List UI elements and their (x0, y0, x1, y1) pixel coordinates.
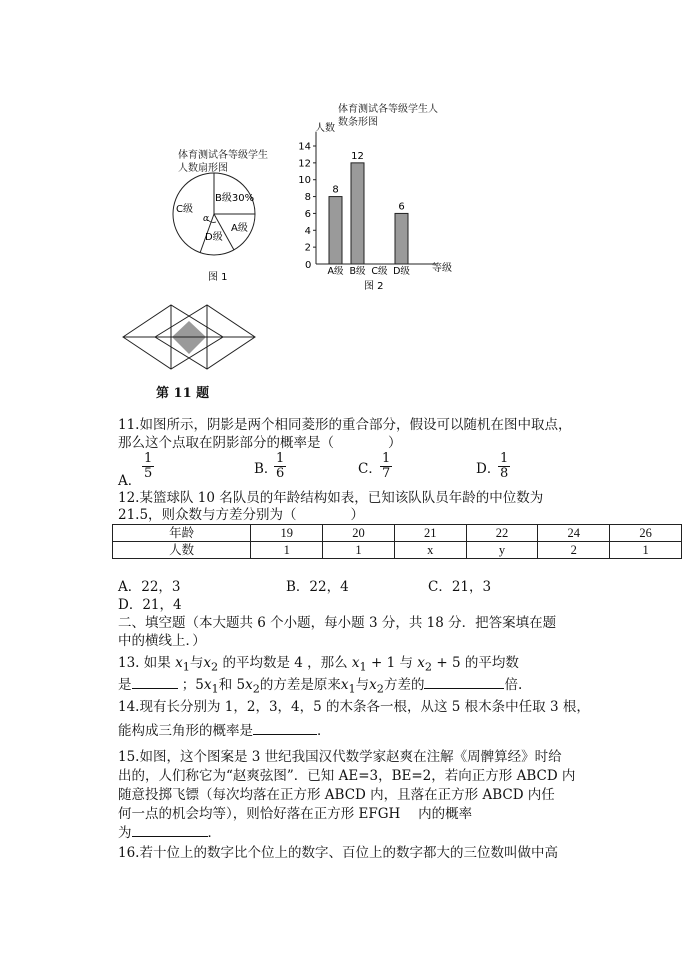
pie-label-b: B级30% (215, 193, 255, 204)
q13-var-x: x (417, 655, 425, 671)
table-cell: x (394, 542, 466, 559)
y-tick-label: 12 (298, 158, 311, 170)
section2-line1: 二、填空题（本大题共 6 个小题，每小题 3 分，共 18 分．把答案填在题 (118, 615, 557, 631)
q13-sub: 1 (211, 682, 219, 696)
table-row-counts (113, 542, 682, 559)
q13-var-x: x (175, 655, 183, 671)
q15-text: 为 (118, 825, 132, 841)
q13-line1 (118, 654, 519, 677)
q11-option-d-fraction (498, 452, 510, 481)
q14-line1: 14.现有长分别为 1，2，3，4，5 的木条各一根，从这 5 根木条中任取 3 根， (118, 699, 590, 715)
q13-sub: 2 (424, 660, 433, 674)
q12-option-a: A．22，3 (118, 579, 181, 595)
q13-var-x: x (340, 677, 349, 693)
q11-option-c-fraction (380, 452, 392, 481)
bar (351, 163, 364, 264)
q13-text: 与 (355, 677, 370, 693)
q13-sub: 2 (210, 660, 219, 674)
q11-line1: 11.如图所示，阴影是两个相同菱形的重合部分，假设可以随机在图中取点， (118, 417, 572, 433)
bar-chart-figure (296, 118, 466, 298)
y-tick-label: 6 (304, 208, 311, 220)
table-cell: 22 (466, 525, 538, 542)
pie-label-c: C级 (176, 204, 193, 215)
bar (329, 197, 342, 264)
q13-var-x: x (203, 655, 211, 671)
figure3-caption: 第 11 题 (156, 386, 210, 401)
q11-c-denominator: 7 (382, 466, 391, 481)
table-row-header (113, 525, 682, 542)
figure2-title-line2: 数条形图 (338, 117, 378, 128)
age-table (112, 524, 682, 559)
table-cell: 年龄 (113, 525, 251, 542)
q14-line2 (118, 722, 331, 740)
y-tick-label: 10 (298, 175, 311, 187)
q15-line1: 15.如图，这个图案是 3 世纪我国汉代数学家赵爽在注解《周髀算经》时给 (118, 749, 562, 765)
q14-end: ． (317, 723, 331, 739)
q12-line2: 21.5，则众数与方差分别为（ ） (118, 507, 365, 523)
bar (395, 213, 408, 264)
q13-sub: 2 (252, 682, 260, 696)
bar-x-axis-label: 等级 (432, 263, 452, 274)
q13-text: 是 (118, 677, 132, 693)
figure1-title-line2: 人数扇形图 (178, 163, 228, 174)
table-cell: 1 (610, 542, 682, 559)
bar-value-label: 12 (351, 150, 364, 162)
q13-sub: 2 (376, 682, 384, 696)
q13-text: 方差的 (383, 677, 425, 693)
table-cell: 20 (323, 525, 395, 542)
q11-option-a-label: A． (118, 473, 142, 489)
q11-a-numerator: 1 (144, 451, 153, 466)
pie-label-alpha: α (203, 214, 210, 224)
x-category-label: B级 (349, 266, 366, 277)
q13-var-x: x (369, 677, 377, 693)
q11-d-denominator: 8 (500, 466, 509, 481)
x-category-label: A级 (327, 266, 344, 277)
q15-line5 (118, 824, 221, 842)
q11-b-denominator: 6 (276, 466, 285, 481)
table-cell: 2 (538, 542, 610, 559)
q13-text: 13. 如果 (118, 655, 171, 671)
table-cell: 1 (323, 542, 395, 559)
q14-answer-blank[interactable] (253, 722, 317, 735)
q13-var-x: x (351, 655, 360, 671)
q11-option-b-fraction (274, 452, 286, 481)
q11-b-numerator: 1 (276, 451, 285, 466)
q13-text: 和 5 (218, 677, 246, 693)
figure1-caption: 图 1 (208, 272, 228, 283)
q15-line3: 随意投掷飞镖（每次均落在正方形 ABCD 内，且落在正方形 ABCD 内任 (118, 787, 555, 803)
q13-text: + 1 与 (371, 655, 413, 671)
q11-options (118, 451, 578, 489)
table-cell: 人数 (113, 542, 251, 559)
q13-sub: 1 (182, 660, 190, 674)
q15-line4: 何一点的机会均等），则恰好落在正方形 EFGH 内的概率 (118, 806, 473, 822)
q13-answer-blank-2[interactable] (424, 676, 504, 689)
q13-text: 的平均数是 4 ，那么 (222, 655, 348, 671)
q15-end: ． (207, 825, 221, 841)
q13-text: 与 (189, 655, 204, 671)
pie-label-d: D级 (205, 232, 223, 243)
q14-text: 能构成三角形的概率是 (118, 723, 253, 739)
table-cell: 19 (251, 525, 323, 542)
q13-text: ；5 (181, 677, 204, 693)
q13-line2 (118, 676, 522, 699)
table-cell: 21 (394, 525, 466, 542)
q15-line2: 出的，人们称它为“赵爽弦图”．已知 AE=3，BE=2，若向正方形 ABCD 内 (118, 768, 576, 784)
x-category-label: D级 (393, 266, 410, 277)
y-tick-label: 8 (304, 192, 311, 204)
q13-text: + 5 的平均数 (436, 655, 519, 671)
q11-c-numerator: 1 (382, 451, 391, 466)
y-tick-label: 2 (304, 242, 311, 254)
q13-sub: 1 (348, 682, 356, 696)
y-tick-label: 14 (298, 141, 311, 153)
q11-a-denominator: 5 (144, 466, 153, 481)
q16-line1: 16.若十位上的数字比个位上的数字、百位上的数字都大的三位数叫做中高 (118, 845, 558, 861)
q11-option-d-label: D． (476, 461, 501, 477)
q11-option-a-fraction (142, 452, 154, 481)
bar-origin-label: 0 (305, 260, 312, 271)
q13-sub: 1 (359, 660, 367, 674)
q13-text: 的方差是原来 (259, 677, 341, 693)
bar-y-axis-label: 人数 (315, 123, 335, 134)
q15-answer-blank[interactable] (132, 824, 208, 837)
table-cell: 26 (610, 525, 682, 542)
q11-d-numerator: 1 (500, 451, 509, 466)
q13-var-x: x (203, 677, 212, 693)
figure2-title-line1: 体育测试各等级学生人 (338, 104, 438, 115)
q11-line2: 那么这个点取在阴影部分的概率是（ ） (118, 435, 402, 451)
section2-line2: 中的横线上．） (118, 633, 206, 649)
y-tick-label: 4 (304, 225, 311, 237)
bar-value-label: 6 (398, 201, 405, 213)
q12-option-c: C．21，3 (428, 579, 492, 595)
rhombus-figure (120, 303, 260, 373)
figure1-title-line1: 体育测试各等级学生 (178, 150, 268, 161)
table-cell: y (466, 542, 538, 559)
q13-var-x: x (245, 677, 253, 693)
q11-option-c-label: C． (358, 461, 382, 477)
q12-option-b: B．22，4 (286, 579, 349, 595)
q12-line1: 12.某篮球队 10 名队员的年龄结构如表，已知该队队员年龄的中位数为 (118, 490, 544, 506)
x-category-label: C级 (371, 266, 388, 277)
figure2-caption: 图 2 (364, 281, 384, 292)
bar-value-label: 8 (332, 184, 339, 196)
q12-option-d: D．21，4 (118, 597, 182, 613)
q13-text: 倍. (504, 677, 523, 693)
pie-label-a: A级 (231, 223, 248, 234)
table-cell: 24 (538, 525, 610, 542)
table-cell: 1 (251, 542, 323, 559)
q11-option-b-label: B． (254, 461, 278, 477)
q13-answer-blank-1[interactable] (132, 676, 178, 689)
pie-chart-figure (170, 170, 270, 290)
